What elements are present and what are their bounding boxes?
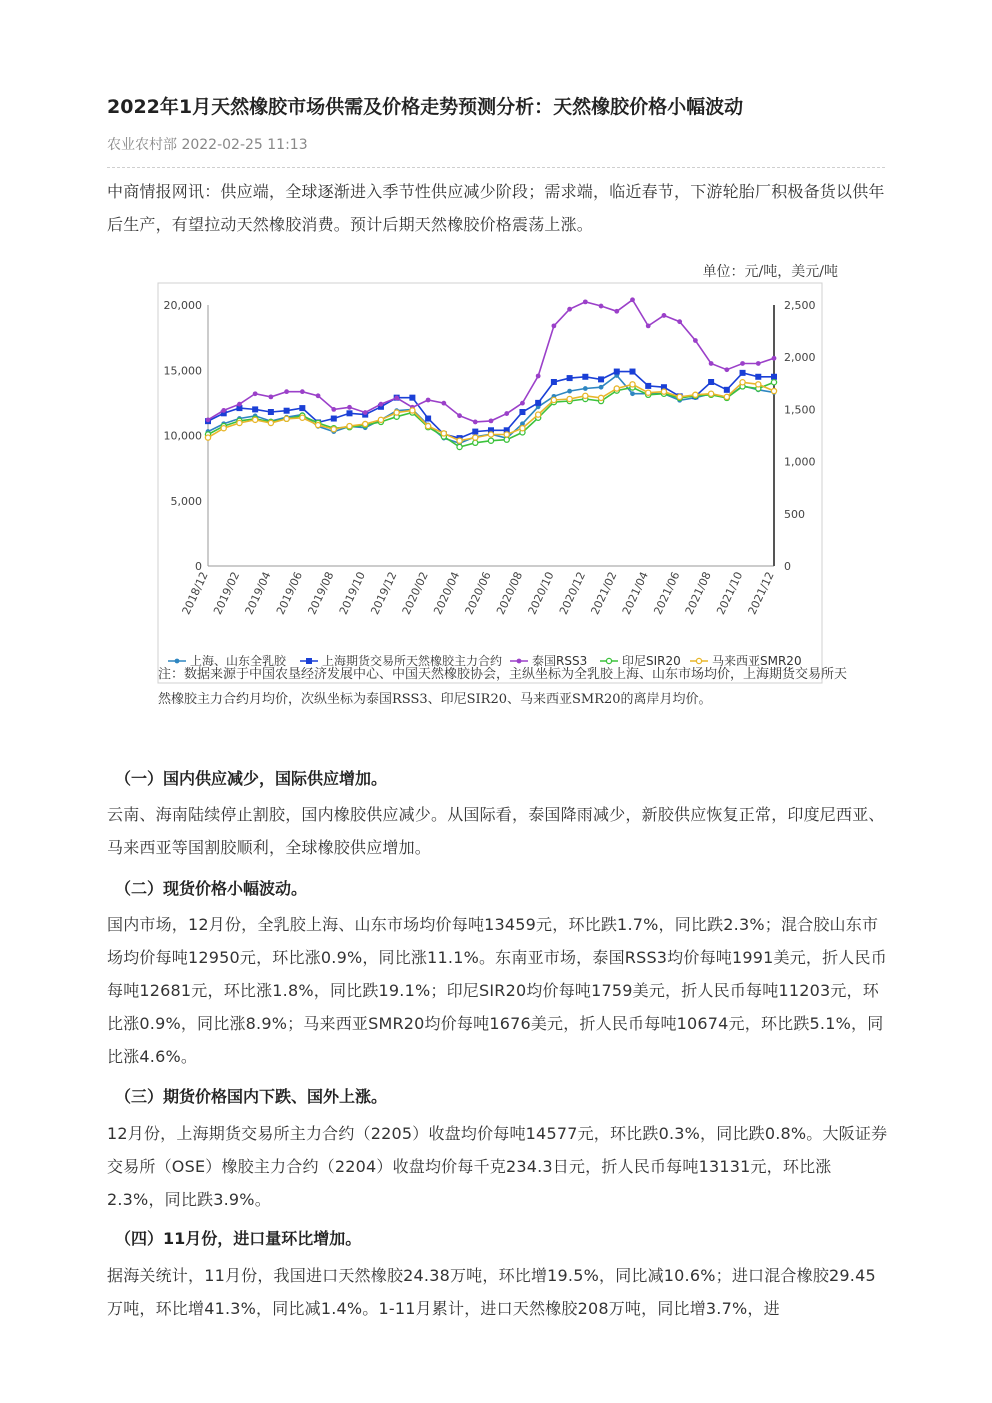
data-point (536, 374, 541, 379)
data-point (756, 382, 761, 387)
data-point (347, 405, 352, 410)
legend-label: 马来西亚SMR20 (712, 654, 802, 668)
data-point (614, 386, 619, 391)
data-point (772, 356, 777, 361)
x-tick-label: 2019/12 (368, 569, 400, 617)
data-point (409, 395, 415, 401)
data-point (724, 367, 729, 372)
data-point (379, 402, 384, 407)
data-point (693, 392, 698, 397)
data-point (724, 394, 729, 399)
right-tick-label: 1,500 (784, 403, 816, 417)
data-point (489, 418, 494, 423)
data-point (724, 387, 730, 393)
data-point (426, 424, 431, 429)
data-point (567, 307, 572, 312)
right-tick-label: 0 (784, 560, 791, 573)
data-point (677, 319, 682, 324)
x-tick-label: 2019/02 (211, 569, 243, 617)
data-point (551, 379, 557, 385)
data-point (300, 389, 305, 394)
data-point (472, 429, 478, 435)
section-1-heading: （一）国内供应减少，国际供应增加。 (115, 769, 388, 788)
intro-paragraph: 中商情报网讯：供应端，全球逐渐进入季节性供应减少阶段；需求端，临近春节，下游轮胎厂积极备货以供年后生产，有望拉动天然橡胶消费。预计后期天然橡胶价格震荡上涨。 (107, 182, 885, 234)
right-tick-label: 2,000 (784, 351, 816, 365)
data-point (426, 398, 431, 403)
section-3-heading: （三）期货价格国内下跌、国外上涨。 (115, 1087, 388, 1106)
left-tick-label: 0 (195, 560, 202, 573)
section-3-body: 12月份，上海期货交易所主力合约（2205）收盘均价每吨14577元，环比跌0.3%，同比跌0.8%。大阪证券交易所（OSE）橡胶主力合约（2204）收盘均价每千克234.3日元，折人民币每吨13131元，环比涨2.3%，同比跌3.9%。 (107, 1124, 888, 1209)
x-tick-label: 2019/06 (273, 569, 306, 617)
article-meta (107, 134, 308, 154)
data-point (740, 361, 745, 366)
article-source: 农业农村部 (107, 137, 177, 153)
data-point (253, 417, 258, 422)
article-title: 2022年1月天然橡胶市场供需及价格走势预测分析：天然橡胶价格小幅波动 (107, 96, 744, 118)
data-point (253, 391, 258, 396)
x-tick-label: 2019/04 (242, 569, 274, 617)
data-point (363, 410, 368, 415)
data-point (441, 431, 446, 436)
data-point (520, 401, 525, 406)
left-tick-label: 15,000 (163, 364, 202, 378)
left-tick-label: 20,000 (163, 299, 202, 312)
data-point (316, 393, 321, 398)
data-point (677, 394, 682, 399)
data-point (567, 389, 572, 394)
data-point (519, 409, 525, 415)
data-point (410, 408, 415, 413)
data-point (661, 389, 666, 394)
section-4-heading: （四）11月份，进口量环比增加。 (115, 1229, 362, 1248)
data-point (378, 417, 383, 422)
x-tick-label: 2020/04 (431, 569, 463, 617)
data-point (740, 370, 746, 376)
data-point (693, 338, 698, 343)
data-point (598, 395, 603, 400)
data-point (646, 390, 651, 395)
legend-label: 上海、山东全乳胶 (190, 654, 287, 668)
section-1-body: 云南、海南陆续停止割胶，国内橡胶供应减少。从国际看，泰国降雨减少，新胶供应恢复正常，印度尼西亚、马来西亚等国割胶顺利，全球橡胶供应增加。 (107, 805, 885, 857)
data-point (331, 416, 337, 422)
data-point (363, 421, 368, 426)
data-point (771, 374, 777, 380)
x-tick-label: 2019/08 (305, 569, 337, 617)
chart-note: 注：数据来源于中国农垦经济发展中心、中国天然橡胶协会，主纵坐标为全乳胶上海、山东市场均价，上海期货交易所天然橡胶主力合约月均价，次纵坐标为泰国RSS3、印尼SIR20、马来西亚SMR20的离岸月均价。 (158, 667, 848, 707)
right-tick-label: 2,500 (784, 299, 816, 312)
x-tick-label: 2020/08 (494, 569, 526, 617)
data-point (614, 369, 620, 375)
data-point (457, 413, 462, 418)
data-point (504, 411, 509, 416)
x-tick-label: 2021/06 (651, 569, 683, 617)
chart-svg (150, 280, 850, 685)
data-point (394, 396, 399, 401)
data-point (237, 402, 242, 407)
data-point (567, 396, 572, 401)
left-tick-label: 5,000 (170, 494, 202, 508)
title-divider (107, 167, 885, 168)
data-point (205, 435, 210, 440)
data-point (394, 410, 399, 415)
legend-label: 上海期货交易所天然橡胶主力合约 (322, 654, 503, 668)
data-point (599, 385, 604, 390)
data-point (425, 416, 431, 422)
data-point (582, 374, 588, 380)
x-tick-label: 2020/12 (556, 569, 589, 617)
data-point (709, 391, 714, 396)
data-point (268, 394, 273, 399)
data-point (551, 323, 556, 328)
data-point (598, 376, 604, 382)
data-point (488, 438, 493, 443)
x-tick-label: 2021/12 (745, 569, 777, 617)
article-datetime: 2022-02-25 11:13 (181, 137, 308, 153)
data-point (520, 426, 525, 431)
section-2-heading: （二）现货价格小幅波动。 (115, 879, 308, 898)
data-point (614, 309, 619, 314)
data-point (756, 361, 761, 366)
data-point (567, 375, 573, 381)
data-point (252, 406, 258, 412)
data-point (315, 422, 320, 427)
x-tick-label: 2021/04 (619, 569, 651, 617)
data-point (284, 408, 290, 414)
data-point (347, 424, 352, 429)
data-point (268, 409, 274, 415)
data-point (536, 412, 541, 417)
data-point (457, 438, 462, 443)
data-point (441, 401, 446, 406)
data-point (331, 407, 336, 412)
data-point (755, 374, 761, 380)
data-point (457, 444, 462, 449)
data-point (221, 408, 226, 413)
data-point (300, 415, 305, 420)
data-point (488, 432, 493, 437)
left-tick-label: 10,000 (163, 429, 202, 443)
data-point (630, 382, 635, 387)
data-point (583, 386, 588, 391)
data-point (583, 299, 588, 304)
x-tick-label: 2020/02 (399, 569, 431, 617)
series-line-2 (208, 300, 774, 422)
chart-frame (158, 283, 822, 683)
data-point (645, 383, 651, 389)
x-tick-label: 2020/10 (525, 569, 557, 617)
data-point (284, 416, 289, 421)
section-4-body: 据海关统计，11月份，我国进口天然橡胶24.38万吨，环比增19.5%，同比减10.6%；进口混合橡胶29.45万吨，环比增41.3%，同比减1.4%。1-11月累计，进口天然橡胶208万吨，同比增3.7%，进 (107, 1266, 876, 1318)
data-point (535, 400, 541, 406)
data-point (237, 420, 242, 425)
data-point (221, 426, 226, 431)
data-point (630, 391, 635, 396)
data-point (630, 297, 635, 302)
data-point (740, 380, 745, 385)
x-tick-label: 2021/10 (714, 569, 746, 617)
data-point (206, 417, 211, 422)
data-point (646, 323, 651, 328)
data-point (473, 420, 478, 425)
data-point (771, 388, 776, 393)
section-2-body: 国内市场，12月份，全乳胶上海、山东市场均价每吨13459元，环比跌1.7%，同比跌2.3%；混合胶山东市场均价每吨12950元，环比涨0.9%，同比涨11.1%。东南亚市场，泰国RSS3均价每吨1991美元，折人民币每吨12681元，环比涨1.8%，同比跌19.1%；印尼SIR20均价每吨1759美元，折人民币每吨11203元，环比涨0.9%，同比涨8.9%；马来西亚SMR20均价每吨1676美元，折人民币每吨10674元，环比跌5.1%，同比涨4.6%。 (107, 915, 887, 1066)
data-point (284, 389, 289, 394)
right-tick-label: 1,000 (784, 455, 816, 469)
data-point (551, 397, 556, 402)
x-tick-label: 2018/12 (179, 569, 211, 617)
x-tick-label: 2021/02 (588, 569, 620, 617)
x-tick-label: 2021/08 (682, 569, 714, 617)
data-point (709, 361, 714, 366)
data-point (299, 405, 305, 411)
chart-unit-label: 单位：元/吨，美元/吨 (702, 264, 838, 280)
data-point (473, 440, 478, 445)
data-point (331, 427, 336, 432)
data-point (630, 369, 636, 375)
data-point (268, 420, 273, 425)
data-point (583, 393, 588, 398)
data-point (708, 379, 714, 385)
right-tick-label: 500 (784, 507, 805, 521)
legend-label: 泰国RSS3 (532, 654, 588, 668)
data-point (347, 410, 353, 416)
data-point (504, 432, 509, 437)
data-point (504, 437, 509, 442)
data-point (473, 435, 478, 440)
data-point (771, 380, 776, 385)
data-point (599, 304, 604, 309)
x-tick-label: 2020/06 (462, 569, 494, 617)
data-point (662, 313, 667, 318)
x-tick-label: 2019/10 (336, 569, 368, 617)
legend-label: 印尼SIR20 (622, 654, 681, 668)
